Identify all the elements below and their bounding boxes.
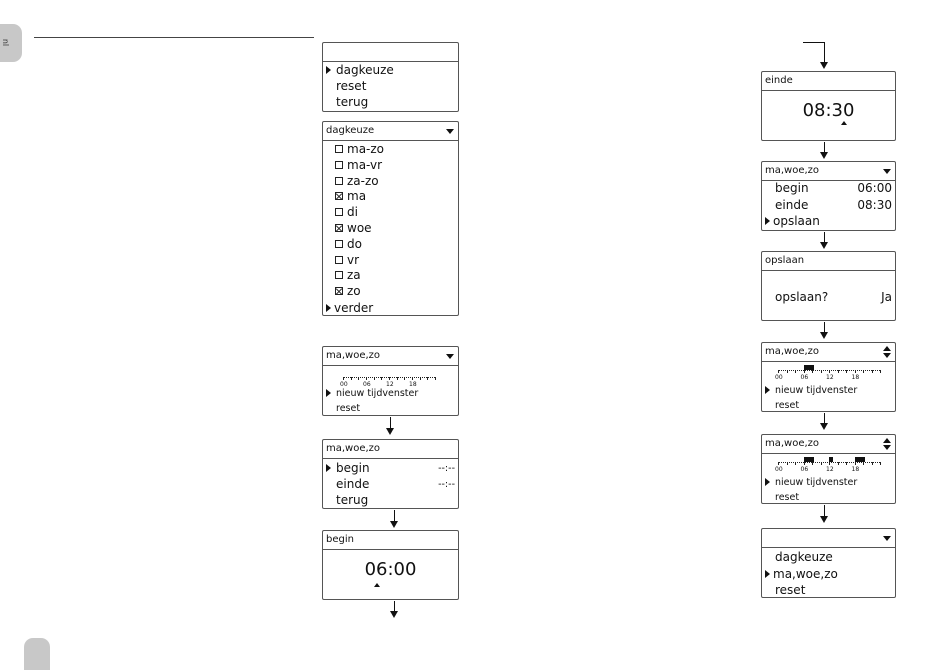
hour-tick [366, 377, 367, 380]
screen-dagkeuze [322, 121, 459, 316]
checkbox-label-zo: zo [347, 284, 361, 299]
checkbox-label-di: di [347, 205, 358, 220]
hour-tick [778, 462, 779, 465]
cursor-icon [765, 217, 770, 225]
screen-header [323, 440, 458, 459]
arrow-head-icon [820, 152, 828, 159]
hour-tick [358, 377, 359, 380]
screen-title: ma,woe,zo [326, 443, 381, 454]
flow-arrow [824, 42, 825, 63]
checkbox-zo[interactable] [335, 287, 343, 295]
hour-tick [880, 462, 881, 465]
arrow-head-icon [386, 428, 394, 435]
hour-tick [829, 370, 830, 373]
hour-tick [795, 370, 796, 373]
hour-tick [821, 462, 822, 465]
screen-time-edit-filled [761, 161, 896, 231]
dropdown-arrow-icon [446, 354, 454, 359]
checkbox-za-zo[interactable] [335, 177, 343, 185]
cursor-icon [765, 478, 770, 486]
time-value[interactable]: 08:30 [802, 100, 855, 121]
hour-tick [397, 377, 398, 380]
begin-value: --:-- [438, 463, 455, 474]
menu-item-ma-woe-zo[interactable]: ma,woe,zo [773, 567, 838, 581]
arrow-head-icon [820, 332, 828, 339]
checkbox-label-ma: ma [347, 189, 367, 204]
hour-tick [787, 370, 788, 373]
page-number-tab [24, 638, 50, 670]
checkbox-label-ma-vr: ma-vr [347, 157, 383, 172]
hour-tick [795, 462, 796, 465]
einde-value: 08:30 [857, 198, 892, 212]
menu-item-verder[interactable]: verder [334, 301, 374, 315]
menu-item-reset[interactable]: reset [336, 403, 361, 414]
hour-tick [872, 462, 873, 465]
arrow-head-icon [820, 62, 828, 69]
time-window-block [855, 457, 866, 462]
time-bar [343, 372, 435, 380]
hour-tick [420, 377, 421, 380]
chapter-tab [0, 24, 22, 62]
edit-caret-icon [374, 583, 380, 587]
hour-tick [846, 462, 847, 465]
hour-tick [412, 377, 413, 380]
hour-tick [812, 462, 813, 465]
screen-timeline-three-windows [761, 434, 896, 504]
menu-item-einde[interactable]: einde [775, 198, 809, 212]
time-window-block [804, 365, 815, 370]
einde-value: --:-- [438, 479, 455, 490]
time-bar [778, 457, 880, 465]
hour-tick [855, 370, 856, 373]
menu-item-nieuw-tijdvenster[interactable]: nieuw tijdvenster [775, 477, 858, 488]
hour-tick [812, 370, 813, 373]
dropdown-arrow-icon [883, 536, 891, 541]
dropdown-arrow-icon [446, 129, 454, 134]
hour-label: 00 [340, 381, 348, 388]
hour-tick [427, 377, 428, 380]
screen-title: ma,woe,zo [765, 346, 820, 357]
menu-item-begin[interactable]: begin [775, 181, 809, 195]
time-bar [778, 365, 880, 373]
hour-tick [872, 370, 873, 373]
screen-header [323, 122, 458, 141]
screen-title: opslaan [765, 255, 805, 266]
checkbox-ma[interactable] [335, 192, 343, 200]
cursor-icon [326, 66, 331, 74]
begin-value: 06:00 [857, 181, 892, 195]
checkbox-label-vr: vr [347, 252, 360, 267]
menu-item-reset[interactable]: reset [775, 583, 806, 597]
hour-label: 12 [386, 381, 394, 388]
menu-item-nieuw-tijdvenster[interactable]: nieuw tijdvenster [336, 388, 419, 399]
arrow-head-icon [820, 242, 828, 249]
screen-header [323, 347, 458, 366]
hour-label: 06 [800, 466, 809, 473]
menu-item-terug[interactable]: terug [336, 493, 369, 507]
screen-header [323, 531, 458, 550]
menu-item-opslaan[interactable]: opslaan [773, 214, 820, 228]
menu-item-dagkeuze[interactable]: dagkeuze [775, 550, 833, 564]
hour-tick [435, 377, 436, 380]
hour-tick [846, 370, 847, 373]
hour-tick [778, 370, 779, 373]
hour-label: 18 [851, 466, 860, 473]
time-window-block [804, 457, 815, 462]
hour-tick [880, 370, 881, 373]
screen-timeline-one-window [761, 342, 896, 412]
screen-timeline-empty [322, 346, 459, 416]
screen-header [762, 343, 895, 362]
hour-tick [838, 462, 839, 465]
hour-tick [855, 462, 856, 465]
cursor-icon [326, 464, 331, 472]
screen-title: einde [765, 75, 793, 86]
hour-tick [804, 462, 805, 465]
screen-title: begin [326, 534, 354, 545]
dropdown-arrow-icon [883, 169, 891, 174]
hour-label: 12 [826, 466, 834, 473]
hour-tick [804, 370, 805, 373]
scroll-arrows-icon[interactable] [883, 438, 891, 451]
screen-header [762, 72, 895, 91]
hour-tick [374, 377, 375, 380]
hour-tick [404, 377, 405, 380]
checkbox-woe[interactable] [335, 224, 343, 232]
arrow-head-icon [820, 516, 828, 523]
checkbox-vr[interactable] [335, 256, 343, 264]
screen-opslaan [761, 251, 896, 321]
screen-final-menu [761, 528, 896, 598]
cursor-icon [326, 304, 331, 312]
checkbox-label-ma-zo: ma-zo [347, 142, 385, 156]
checkbox-za[interactable] [335, 271, 343, 279]
save-question: opslaan? [775, 290, 829, 304]
cursor-icon [326, 389, 331, 397]
screen-title: ma,woe,zo [326, 350, 381, 361]
menu-item-dagkeuze[interactable]: dagkeuze [336, 63, 394, 77]
screen-begin-time [322, 530, 459, 600]
arrow-head-icon [390, 521, 398, 528]
hour-tick [838, 370, 839, 373]
checkbox-ma-zo[interactable] [335, 145, 343, 153]
checkbox-label-za: za [347, 268, 361, 283]
hour-tick [863, 370, 864, 373]
edit-caret-icon [841, 121, 847, 125]
screen-header [762, 529, 895, 548]
hour-label: 18 [851, 374, 860, 381]
save-confirm-button[interactable]: Ja [881, 290, 892, 304]
arrow-head-icon [390, 611, 398, 618]
checkbox-do[interactable] [335, 240, 343, 248]
hour-label: 00 [775, 374, 783, 381]
screen-menu [322, 42, 459, 112]
cursor-icon [765, 570, 770, 578]
menu-item-terug[interactable]: terug [336, 95, 369, 109]
chapter-tab-label: nl [1, 38, 11, 47]
menu-item-nieuw-tijdvenster[interactable]: nieuw tijdvenster [775, 385, 858, 396]
hour-label: 06 [363, 381, 371, 388]
hour-tick [821, 370, 822, 373]
header-rule [34, 37, 314, 38]
screen-einde-time [761, 71, 896, 141]
menu-item-reset[interactable]: reset [775, 492, 800, 503]
menu-item-reset[interactable]: reset [336, 79, 367, 93]
screen-header [762, 252, 895, 271]
checkbox-label-do: do [347, 236, 362, 251]
menu-item-einde[interactable]: einde [336, 477, 370, 491]
hour-tick [863, 462, 864, 465]
arrow-head-icon [820, 423, 828, 430]
hour-tick [351, 377, 352, 380]
hour-tick [343, 377, 344, 380]
scroll-arrows-icon[interactable] [883, 346, 891, 359]
hour-label: 12 [826, 374, 834, 381]
screen-title: ma,woe,zo [765, 438, 820, 449]
checkbox-label-za-zo: za-zo [347, 173, 379, 188]
time-window-block [829, 457, 833, 462]
hour-label: 18 [409, 381, 417, 388]
hour-tick [381, 377, 382, 380]
checkbox-label-woe: woe [347, 221, 372, 235]
screen-header [323, 43, 458, 62]
screen-title: dagkeuze [326, 125, 375, 136]
cursor-icon [765, 386, 770, 394]
menu-item-begin[interactable]: begin [336, 461, 370, 475]
hour-label: 06 [800, 374, 809, 381]
hour-tick [787, 462, 788, 465]
hour-label: 00 [775, 466, 783, 473]
hour-tick [829, 462, 830, 465]
hour-tick [389, 377, 390, 380]
flow-connector [803, 42, 824, 43]
screen-time-edit-empty [322, 439, 459, 509]
screen-header [762, 435, 895, 454]
screen-title: ma,woe,zo [765, 165, 820, 176]
screen-header [762, 162, 895, 181]
checkbox-di[interactable] [335, 208, 343, 216]
time-value[interactable]: 06:00 [364, 559, 417, 580]
menu-item-reset[interactable]: reset [775, 400, 800, 411]
checkbox-ma-vr[interactable] [335, 161, 343, 169]
